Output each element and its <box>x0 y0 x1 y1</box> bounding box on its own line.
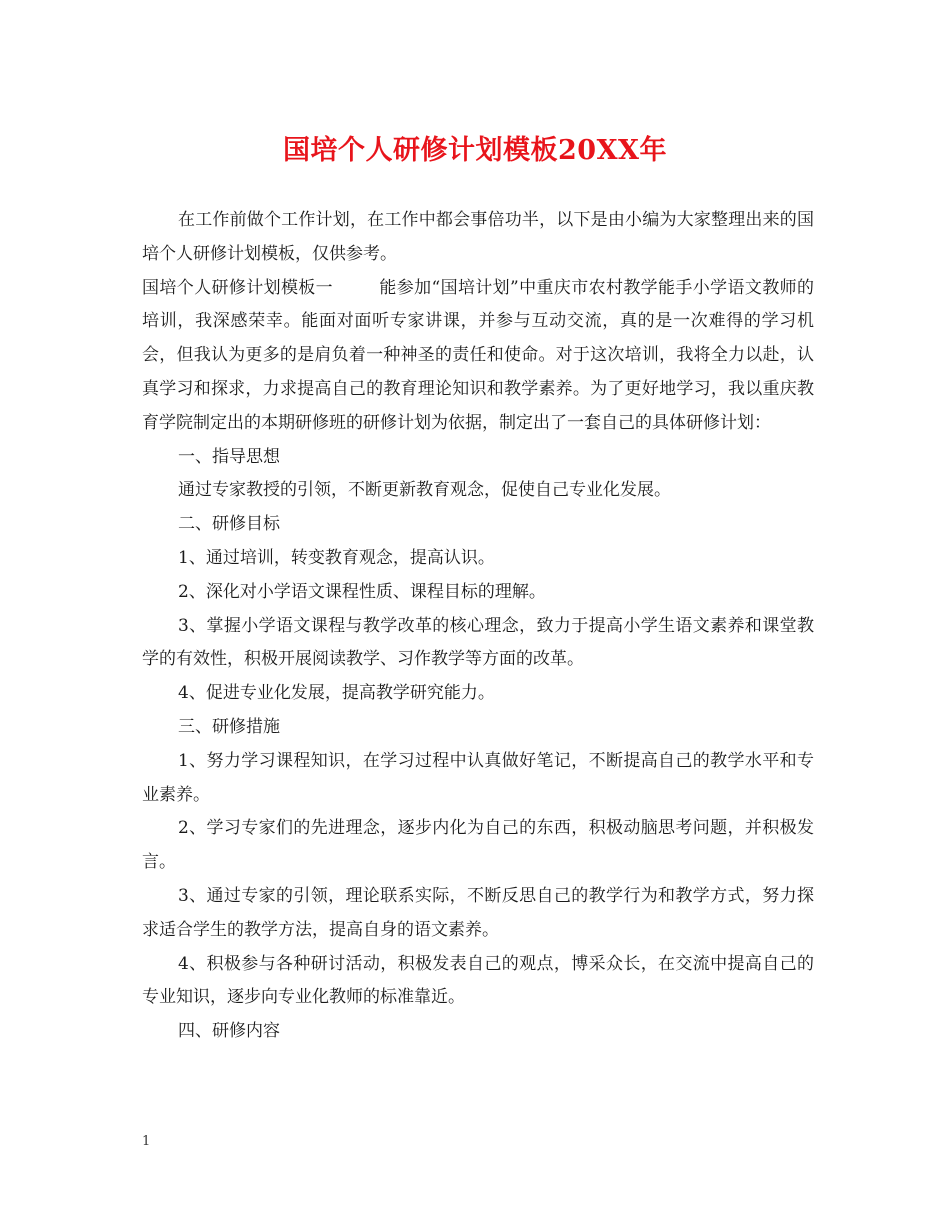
section-heading-guiding-ideology: 一、指导思想 <box>178 446 280 467</box>
goal-item-3: 3、掌握小学语文课程与教学改革的核心理念，致力于提高小学生语文素养和课堂教学的有效性，积极开展阅读教学、习作教学等方面的改革。 <box>142 615 814 670</box>
measure-item-3: 3、通过专家的引领，理论联系实际，不断反思自己的教学行为和教学方式，努力探求适合学生的教学方法，提高自身的语文素养。 <box>142 885 814 940</box>
intro-paragraph: 在工作前做个工作计划，在工作中都会事倍功半，以下是由小编为大家整理出来的国培个人研修计划模板，仅供参考。 <box>142 210 814 264</box>
section-heading-goals: 二、研修目标 <box>178 514 280 535</box>
measure-item-2: 2、学习专家们的先进理念，逐步内化为自己的东西，积极动脑思考问题，并积极发言。 <box>142 818 814 873</box>
template-label: 国培个人研修计划模板一 <box>142 277 334 298</box>
measure-item-4: 4、积极参与各种研讨活动，积极发表自己的观点，博采众长，在交流中提高自己的专业知识，逐步向专业化教师的标准靠近。 <box>142 953 814 1008</box>
document-body <box>142 204 814 1049</box>
goal-item-1: 1、通过培训，转变教育观念，提高认识。 <box>178 547 495 568</box>
paragraph-guiding-ideology: 通过专家教授的引领，不断更新教育观念，促使自己专业化发展。 <box>178 480 671 501</box>
page-number: 1 <box>142 1134 151 1149</box>
goal-item-2: 2、深化对小学语文课程性质、课程目标的理解。 <box>178 581 546 602</box>
template-paragraph <box>142 272 814 441</box>
template-text: 能参加“国培计划”中重庆市农村教学能手小学语文教师的培训，我深感荣幸。能面对面听专家讲课，并参与互动交流，真的是一次难得的学习机会，但我认为更多的是肩负着一种神圣的责任和使命。对于这次培训，我将全力以赴，认真学习和探求，力求提高自己的教育理论知识和教学素养。为了更好地学习，我以重庆教育学院制定出的本期研修班的研修计划为依据，制定出了一套自己的具体研修计划： <box>142 277 814 433</box>
section-heading-measures: 三、研修措施 <box>178 716 280 737</box>
document-title: 国培个人研修计划模板20XX年 <box>283 135 667 166</box>
goal-item-4: 4、促进专业化发展，提高教学研究能力。 <box>178 683 495 704</box>
section-heading-content: 四、研修内容 <box>178 1021 280 1042</box>
measure-item-1: 1、努力学习课程知识，在学习过程中认真做好笔记，不断提高自己的教学水平和专业素养。 <box>142 750 814 805</box>
